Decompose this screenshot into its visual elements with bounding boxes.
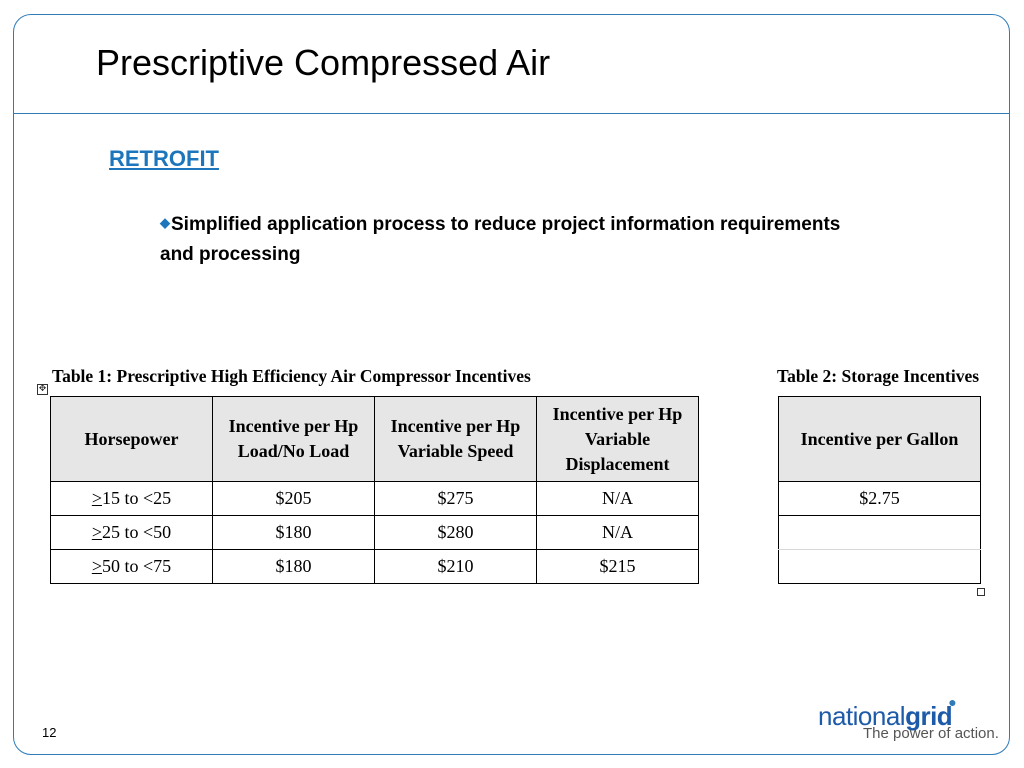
logo-tagline: The power of action. [863, 725, 999, 742]
table-row [51, 482, 699, 516]
table-cell: $215 [537, 550, 699, 584]
logo-name-bold: grid [905, 701, 953, 731]
table-header: Horsepower [51, 397, 213, 482]
table-cell: >25 to <50 [91, 522, 172, 542]
table1-caption: Table 1: Prescriptive High Efficiency Air Compressor Incentives [52, 366, 531, 386]
bullet-point [160, 208, 860, 270]
table-header: Incentive per Gallon [779, 397, 981, 482]
table-cell: $2.75 [779, 482, 981, 516]
title-divider [13, 113, 1010, 114]
storage-table [778, 396, 981, 584]
table-resize-handle[interactable] [977, 588, 985, 596]
table-cell: $180 [213, 516, 375, 550]
gte-symbol: > [91, 522, 102, 542]
slide-number: 12 [42, 725, 57, 740]
table-cell: N/A [537, 516, 699, 550]
logo-name-light: national [818, 701, 906, 731]
slide-title: Prescriptive Compressed Air [96, 42, 551, 83]
table-header: Incentive per Hp Variable Speed [375, 397, 537, 482]
gte-symbol: > [91, 488, 102, 508]
table-cell: $275 [375, 482, 537, 516]
table-cell [779, 550, 981, 584]
table-cell: N/A [537, 482, 699, 516]
table-row [779, 516, 981, 550]
table-row [779, 482, 981, 516]
table-row [779, 550, 981, 584]
table-row [51, 550, 699, 584]
diamond-bullet-icon: ◆ [160, 215, 170, 230]
logo-dot-icon: ● [948, 694, 957, 710]
table-header: Incentive per Hp Variable Displacement [537, 397, 699, 482]
horsepower-range [51, 482, 213, 516]
table-row [51, 516, 699, 550]
table-cell: $280 [375, 516, 537, 550]
table-move-handle-icon[interactable]: ✥ [38, 384, 47, 394]
horsepower-range [51, 516, 213, 550]
table-cell [779, 516, 981, 550]
table-header: Incentive per Hp Load/No Load [213, 397, 375, 482]
table-cell: $205 [213, 482, 375, 516]
table-cell: $210 [375, 550, 537, 584]
gte-symbol: > [91, 556, 102, 576]
retrofit-link[interactable]: RETROFIT [109, 146, 219, 171]
table-cell: >15 to <25 [91, 488, 172, 508]
horsepower-range [51, 550, 213, 584]
table-cell: >50 to <75 [91, 556, 172, 576]
table-cell: $180 [213, 550, 375, 584]
bullet-text: Simplified application process to reduce project information requirements and processing [160, 214, 841, 265]
incentives-table [50, 396, 699, 584]
national-grid-logo [818, 694, 999, 742]
table2-caption: Table 2: Storage Incentives [777, 366, 980, 386]
